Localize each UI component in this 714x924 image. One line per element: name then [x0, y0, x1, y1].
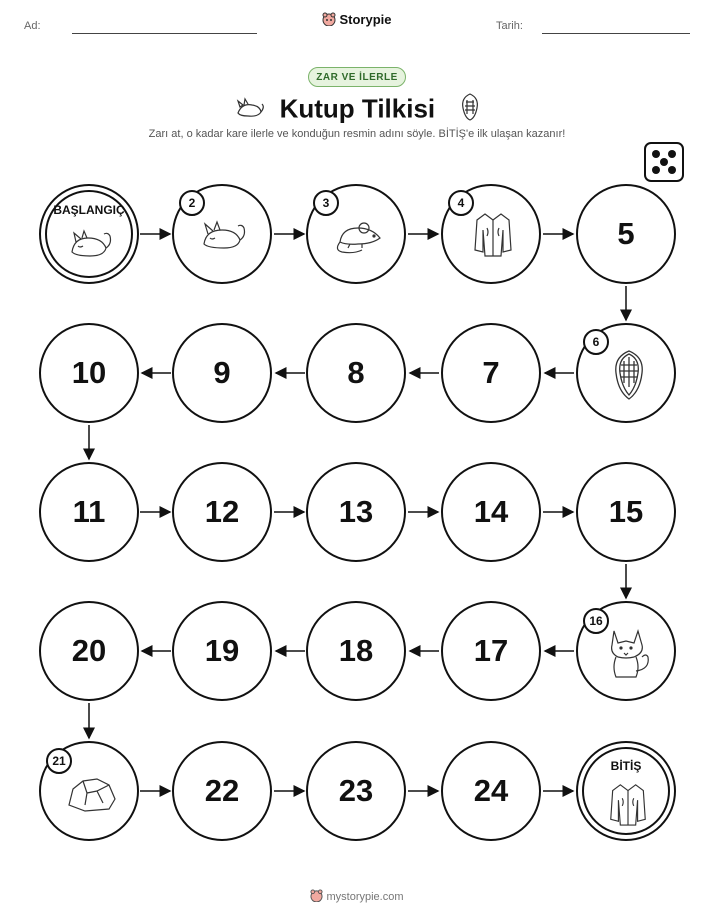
- fur-coat-icon: [608, 781, 648, 832]
- footer: [0, 889, 714, 905]
- fur-coat-icon: [473, 210, 513, 263]
- square-9-number: 9: [213, 355, 231, 390]
- square-24: [441, 741, 541, 841]
- footer-url[interactable]: mystorypie.com: [326, 890, 404, 903]
- snowshoe-icon: [612, 349, 646, 406]
- square-8: [306, 323, 406, 423]
- square-19-number: 19: [204, 633, 240, 668]
- square-5: [576, 184, 676, 284]
- square-23-number: 23: [338, 773, 374, 808]
- square-17: [441, 601, 541, 701]
- sleeping-fox-icon: [68, 224, 114, 265]
- arctic-fox-icon: [604, 627, 654, 686]
- square-15: [576, 462, 676, 562]
- square-13-number: 13: [338, 494, 374, 529]
- square-16-number: 16: [583, 608, 609, 634]
- instructions: Zarı at, o kadar kare ilerle ve konduğun resmin adını söyle. BİTİŞ'e ilk ulaşan kazanır!: [148, 128, 566, 140]
- square-11: [39, 462, 139, 562]
- sleeping-fox-icon: [200, 214, 248, 259]
- activity-badge: ZAR VE İLERLE: [308, 67, 406, 87]
- square-7-number: 7: [482, 355, 500, 390]
- mouse-icon: [332, 216, 386, 261]
- square-18-number: 18: [338, 633, 374, 668]
- rock-icon: [65, 775, 117, 818]
- square-5-number: 5: [617, 216, 635, 251]
- storypie-logo-icon: [310, 889, 323, 905]
- square-3-number: 3: [313, 190, 339, 216]
- square-11-number: 11: [72, 494, 106, 529]
- square-12: [172, 462, 272, 562]
- square-13: [306, 462, 406, 562]
- square-14: [441, 462, 541, 562]
- square-22-number: 22: [204, 773, 240, 808]
- title-text: Kutup Tilkisi: [279, 93, 436, 124]
- name-label: Ad:: [24, 20, 41, 32]
- square-8-number: 8: [347, 355, 365, 390]
- square-19: [172, 601, 272, 701]
- square-14-number: 14: [473, 494, 509, 529]
- square-22: [172, 741, 272, 841]
- square-21-number: 21: [46, 748, 72, 774]
- finish-square: [576, 741, 676, 841]
- square-9: [172, 323, 272, 423]
- square-10-number: 10: [71, 355, 107, 390]
- brand-name: Storypie: [339, 12, 392, 27]
- square-7: [441, 323, 541, 423]
- square-12-number: 12: [204, 494, 240, 529]
- square-6-number: 6: [583, 329, 609, 355]
- square-4-number: 4: [448, 190, 474, 216]
- start-label: BAŞLANGIÇ: [53, 203, 125, 217]
- date-label: Tarih:: [496, 20, 523, 32]
- start-square: [39, 184, 139, 284]
- square-23: [306, 741, 406, 841]
- square-20: [39, 601, 139, 701]
- square-10: [39, 323, 139, 423]
- square-24-number: 24: [473, 773, 509, 808]
- square-17-number: 17: [473, 633, 509, 668]
- square-2-number: 2: [179, 190, 205, 216]
- square-15-number: 15: [608, 494, 644, 529]
- square-18: [306, 601, 406, 701]
- finish-label: BİTİŞ: [610, 759, 642, 773]
- square-20-number: 20: [71, 633, 107, 668]
